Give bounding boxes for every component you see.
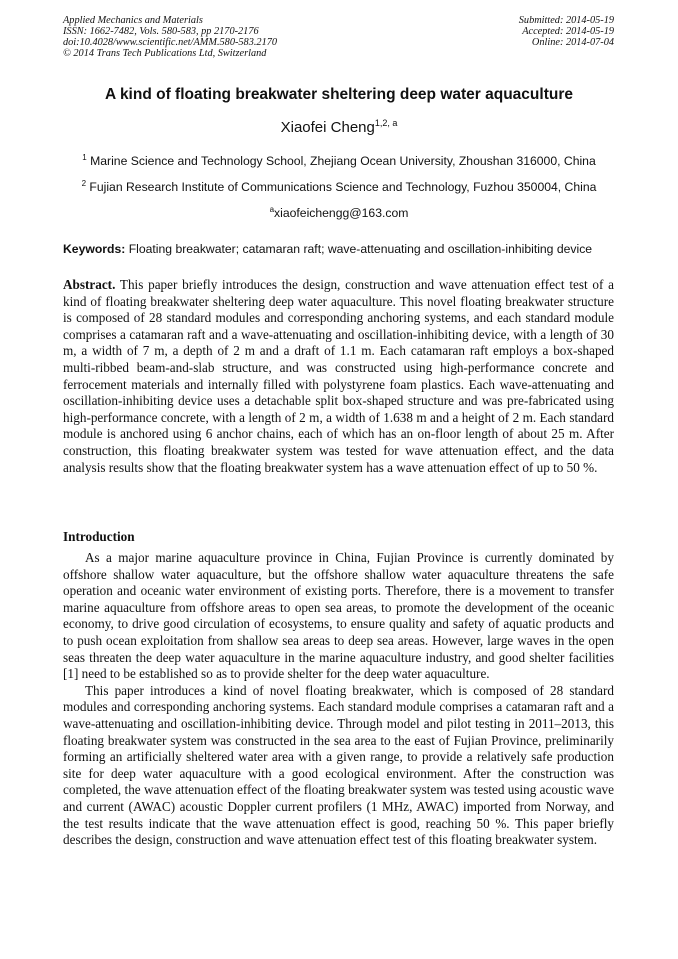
issn: ISSN: 1662-7482, Vols. 580-583, pp 2170-2176 bbox=[63, 26, 259, 37]
paragraph: This paper introduces a kind of novel floating breakwater, which is composed of 28 standard modules and corresponding anchoring systems. Each standard module comprises a catamaran raft and a wave-attenuating and oscillation-inhibiting device. Through model and pilot testing in 2011–2013, this floating breakwater system was constructed in the sea area to the east of Fujian Province, preliminarily forming an artificially sheltered water area with a given range, to provide a relatively safe production site for deep water aquaculture with a good ecological environment. After the construction was completed, the wave attenuation effect of the floating breakwater system was tested using acoustic wave and current (AWAC) acoustic Doppler current profilers (1 MHz, AWAC) imported from Norway, and the test results indicate that the wave attenuation effect is good, reaching 50 %. This paper briefly describes the design, construction and wave attenuation effect test of this floating breakwater system. bbox=[63, 682, 614, 848]
affiliation-2 bbox=[0, 179, 678, 194]
online-date: Online: 2014-07-04 bbox=[531, 37, 614, 48]
affiliation-sup: 1 bbox=[82, 153, 87, 162]
paper-title: A kind of floating breakwater sheltering deep water aquaculture bbox=[105, 86, 573, 103]
keywords-label: Keywords: bbox=[63, 242, 126, 256]
paragraph: As a major marine aquaculture province in China, Fujian Province is currently dominated by offshore shallow water aquaculture, but the offshore shallow water aquaculture threatens the safe operation and oceanic water environment of existing ports. Therefore, there is a movement to transfer marine aquaculture from offshore areas to open sea areas, to promote the development of the oceanic economy, to drive good circulation of ecosystems, to ensure quality and safety of aquatic products and to push ocean exploitation from shallow sea areas to deep sea areas. However, large waves in the open seas threaten the deep water aquaculture in the marine aquaculture industry, and good shelter facilities [1] need to be established so as to provide shelter for the deep water aquaculture. bbox=[63, 550, 614, 682]
email bbox=[0, 205, 678, 220]
email-sup: a bbox=[269, 205, 275, 214]
keywords-text: Floating breakwater; catamaran raft; wave-attenuating and oscillation-inhibiting device bbox=[125, 242, 593, 256]
email-text: xiaofeichengg@163.com bbox=[274, 206, 409, 221]
affiliation-text: Marine Science and Technology School, Zhejiang Ocean University, Zhoushan 316000, China bbox=[90, 154, 596, 169]
author bbox=[0, 118, 678, 136]
section-heading: Introduction bbox=[63, 529, 135, 544]
affiliation-1 bbox=[0, 153, 678, 168]
author-name: Xiaofei Cheng bbox=[280, 119, 375, 136]
submitted-date: Submitted: 2014-05-19 bbox=[518, 15, 614, 26]
journal-info bbox=[63, 15, 277, 59]
affiliation-text: Fujian Research Institute of Communications Science and Technology, Fuzhou 350004, China bbox=[89, 180, 597, 195]
keywords bbox=[63, 242, 623, 256]
dates-info bbox=[519, 15, 614, 48]
abstract-text: This paper briefly introduces the design, construction and wave attenuation effect test of a kind of floating breakwater sheltering deep water aquaculture. This novel floating breakwater structure is composed of 28 standard modules and corresponding anchoring systems, and each standard module comprises a catamaran raft and a wave-attenuating and oscillation-inhibiting device, with a length of 30 m, a width of 7 m, a depth of 2 m and a draft of 1.1 m. Each catamaran raft employs a box-shaped multi-ribbed beam-and-slab structure, and was constructed using high-performance concrete and ferrocement materials and internally filled with polystyrene foam plastics. Each wave-attenuating and oscillation-inhibiting device uses a detachable split box-shaped structure and was pre-fabricated using high-performance concrete, with a length of 2 m, a width of 1.638 m and a height of 2 m. Each standard module is anchored using 6 anchor chains, each of which has an on-floor length of about 25 m. After construction, this floating breakwater system was tested for wave attenuation effect, and the data analysis results show that the floating breakwater system has a wave attenuation effect of up to 50 %. bbox=[63, 277, 614, 475]
affiliation-sup: 2 bbox=[81, 179, 87, 188]
copyright: © 2014 Trans Tech Publications Ltd, Switzerland bbox=[63, 48, 267, 59]
abstract-label: Abstract. bbox=[63, 277, 116, 292]
doi: doi:10.4028/www.scientific.net/AMM.580-583.2170 bbox=[63, 37, 278, 48]
author-sup: 1,2, a bbox=[374, 118, 398, 128]
abstract bbox=[63, 277, 614, 476]
accepted-date: Accepted: 2014-05-19 bbox=[522, 26, 614, 37]
introduction bbox=[63, 550, 614, 849]
journal-name: Applied Mechanics and Materials bbox=[63, 15, 203, 26]
